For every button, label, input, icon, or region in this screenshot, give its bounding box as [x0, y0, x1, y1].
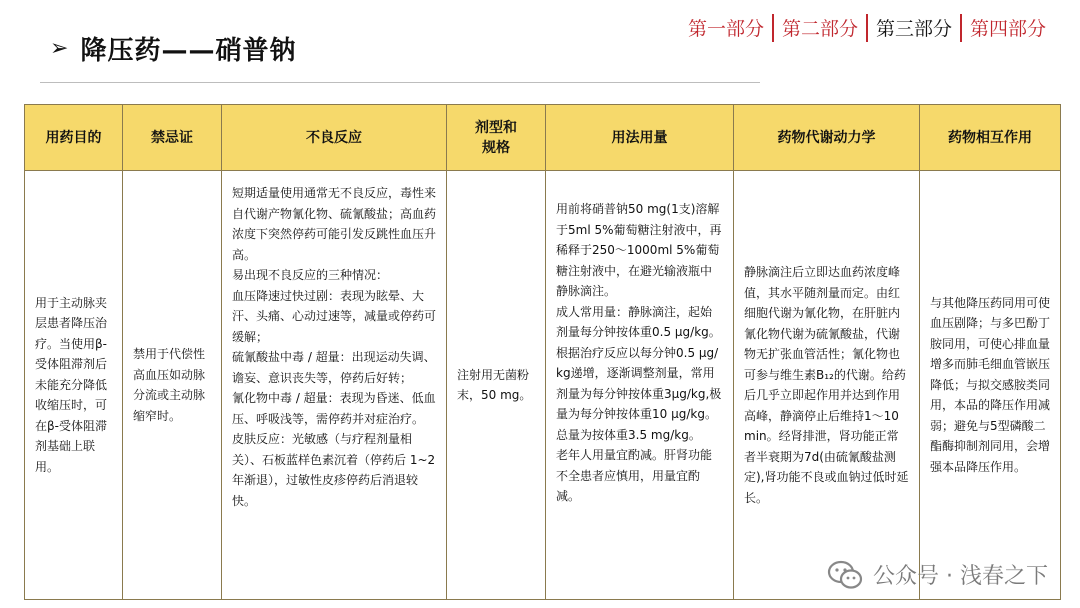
nav-part-4[interactable]: 第四部分: [969, 18, 1046, 40]
drug-info-table: [24, 104, 1061, 600]
adverse-paragraph: 皮肤反应：光敏感（与疗程剂量相关）、石板蓝样色素沉着（停药后 1~2 年渐退），过敏性皮疹停药后消退较快。: [232, 432, 436, 508]
header-dosage-form-label: 剂型和规格: [474, 119, 517, 156]
adverse-paragraph: 硫氰酸盐中毒 / 超量：出现运动失调、谵妄、意识丧失等，停药后好转；: [232, 350, 436, 385]
cell-pharmacokinetics: 静脉滴注后立即达血药浓度峰值，其水平随剂量而定。由红细胞代谢为氰化物，在肝脏内氰化物代谢为硫氰酸盐，代谢物无扩张血管活性；氰化物也可参与维生素B₁₂的代谢。给药后几乎立即起作用并达到作用高峰，静滴停止后维持1～10min。经肾排泄，肾功能正常者半衰期为7d(由硫氰酸盐测定),肾功能不良或血钠过低时延长。: [734, 171, 920, 600]
cell-purpose: 用于主动脉夹层患者降压治疗。当使用β-受体阻滞剂后未能充分降低收缩压时，可在β-受体阻滞剂基础上联用。: [25, 171, 123, 600]
cell-dosage-form: 注射用无菌粉末，50 mg。: [447, 171, 546, 600]
section-nav: [680, 12, 1054, 43]
cell-usage: [546, 171, 734, 600]
watermark: [827, 559, 1048, 590]
nav-part-1[interactable]: 第一部分: [687, 18, 764, 40]
header-dosage-form: [447, 105, 546, 171]
adverse-paragraph: 血压降速过快过剧：表现为眩晕、大汗、头痛、心动过速等，减量或停药可缓解；: [232, 288, 437, 344]
adverse-paragraph: 易出现不良反应的三种情况：: [232, 268, 389, 282]
page-title: 降压药——硝普钠: [80, 36, 297, 66]
adverse-paragraph: 短期适量使用通常无不良反应，毒性来自代谢产物氰化物、硫氰酸盐；高血药浓度下突然停药可能引发反跳性血压升高。: [232, 186, 437, 262]
watermark-text: 公众号 · 浅春之下: [873, 564, 1048, 589]
wechat-icon: [827, 560, 863, 590]
usage-paragraph: 老年人用量宜酌减。肝肾功能不全患者应慎用，用量宜酌减。: [556, 448, 713, 503]
usage-paragraph: 成人常用量：静脉滴注，起始剂量每分钟按体重0.5 μg/kg。根据治疗反应以每分钟0.5 μg/kg递增，逐渐调整剂量，常用剂量为每分钟按体重3μg/kg,极量为每分钟按体重10 μg/kg。总量为按体重3.5 mg/kg。: [556, 304, 722, 442]
cell-adverse-reactions: [222, 171, 447, 600]
header-pharmacokinetics: 药物代谢动力学: [734, 105, 920, 171]
usage-paragraph: 用前将硝普钠50 mg(1支)溶解于5ml 5%葡萄糖注射液中，再稀释于250～1000ml 5%葡萄糖注射液中，在避光输液瓶中静脉滴注。: [556, 202, 722, 298]
title-divider: [40, 82, 760, 83]
bullet-arrow-icon: ➢: [50, 36, 69, 61]
adverse-paragraph: 氰化物中毒 / 超量：表现为昏迷、低血压、呼吸浅等，需停药并对症治疗。: [232, 391, 436, 426]
cell-interactions: 与其他降压药同用可使血压剧降；与多巴酚丁胺同用，可使心排血量增多而肺毛细血管嵌压降低；与拟交感胺类同用，本品的降压作用减弱；避免与5型磷酸二酯酶抑制剂同用，会增强本品降压作用。: [920, 171, 1061, 600]
header-contraindications: 禁忌证: [123, 105, 222, 171]
nav-part-3[interactable]: 第三部分: [875, 18, 952, 40]
title-row: [50, 30, 296, 67]
header-usage: 用法用量: [546, 105, 734, 171]
header-purpose: 用药目的: [25, 105, 123, 171]
table-header-row: [25, 105, 1061, 171]
nav-part-2[interactable]: 第二部分: [781, 18, 858, 40]
header-adverse-reactions: 不良反应: [222, 105, 447, 171]
table-row: [25, 171, 1061, 600]
header-interactions: 药物相互作用: [920, 105, 1061, 171]
cell-contraindications: 禁用于代偿性高血压如动脉分流或主动脉缩窄时。: [123, 171, 222, 600]
